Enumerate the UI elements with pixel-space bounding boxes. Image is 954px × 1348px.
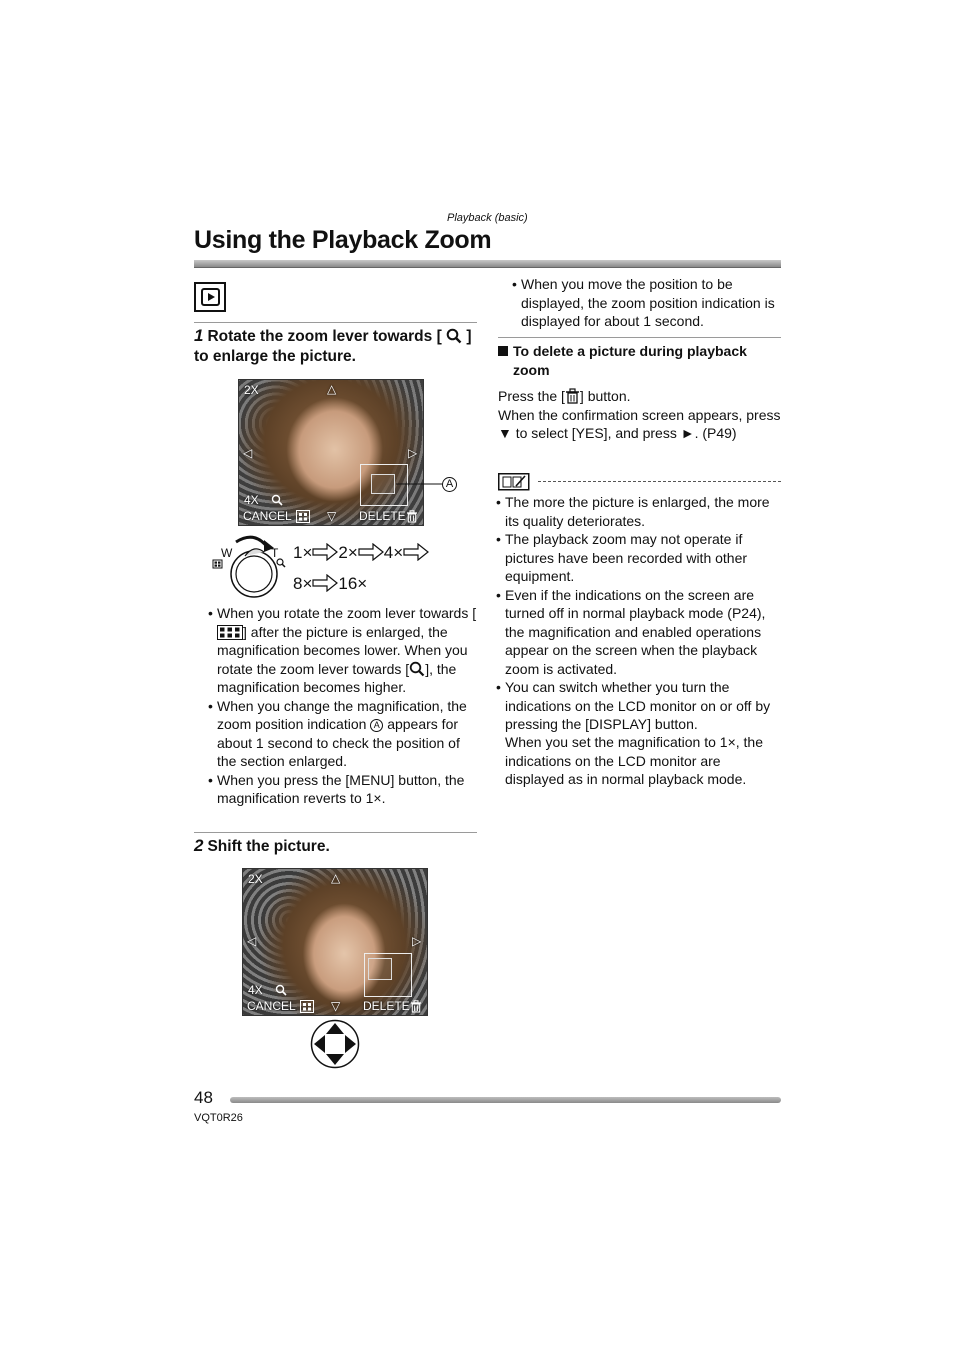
trash-icon [410,1000,422,1013]
list-item: • When you change the magnification, the zoom position indication A appears for about 1 second to check the position of the section enlarged. [208,697,480,771]
list-item: • When you press the [MENU] button, the magnification reverts to 1×. [208,771,480,808]
left-arrow-icon: ◁ [247,934,257,948]
square-bullet-icon [498,342,510,354]
magnify-icon [275,984,287,996]
multi-playback-icon [217,625,243,640]
list-item: • When you rotate the zoom lever towards [] after the picture is enlarged, the magnification becomes lower. When you rotate the zoom lever towards [ ], the magnification becomes higher. [208,604,480,697]
next-zoom-label: 4X [244,493,259,507]
zoom-sequence: 1× 2× 4× 8× 16× [293,538,468,599]
up-arrow-icon: △ [331,871,341,885]
zoom-position-box [364,953,412,997]
zoom-level-label: 2X [248,872,263,886]
down-arrow-icon: ▽ [331,999,341,1013]
cursor-buttons-icon [310,1019,360,1069]
zoom-level-label: 2X [244,383,259,397]
callout-a-marker: A [442,477,457,492]
wide-label: W [221,546,233,560]
trash-icon [565,388,580,404]
step-2-instruction: 2 Shift the picture. [194,836,330,855]
model-code: VQT0R26 [194,1112,243,1124]
section-label: Playback (basic) [447,212,528,224]
step-1-instruction: 1 Rotate the zoom lever towards [ ] to enlarge the picture. [194,326,472,365]
notes-list [496,493,782,734]
multi-playback-icon [296,510,310,523]
callout-line [396,478,444,488]
delete-heading: To delete a picture during playback zoom [513,343,747,378]
list-item: • When you move the position to be displayed, the zoom position indication is displayed for about 1 second. [512,275,782,331]
callout-a-marker: A [370,719,383,732]
list-item: • The playback zoom may not operate if pictures have been recorded with other equipment. [496,530,782,586]
position-note [512,275,782,331]
dashed-divider [538,481,781,482]
up-arrow-icon: △ [327,382,337,396]
arrow-right-icon [403,543,429,561]
multi-playback-icon [300,1000,314,1013]
playback-mode-icon [194,282,226,312]
list-item: • You can switch whether you turn the indications on the LCD monitor on or off by pressing the [DISPLAY] button. [496,678,782,734]
cancel-label: CANCEL [247,999,296,1013]
title-rule [194,260,781,268]
right-arrow-icon: ▷ [412,934,422,948]
list-item: • The more the picture is enlarged, the more its quality deteriorates. [496,493,782,530]
note-continuation: When you set the magnification to 1×, the indications on the LCD monitor are displayed as in normal playback mode. [505,734,763,787]
left-arrow-icon: ◁ [243,446,253,460]
right-arrow-icon: ▷ [408,446,418,460]
magnify-icon [409,661,425,677]
arrow-right-icon [312,574,338,592]
next-zoom-label: 4X [248,983,263,997]
footer-rule [230,1097,781,1103]
trash-icon [406,510,418,523]
delete-label: DELETE [363,999,410,1013]
divider [194,322,477,323]
step-1-notes [208,604,480,808]
down-arrow-icon: ▽ [327,509,337,523]
magnify-icon [271,494,283,506]
tele-label: T [271,546,279,560]
magnify-icon [446,328,462,344]
divider [194,832,477,833]
delete-instructions: Press the [ ] button. When the confirmation screen appears, press ▼ to select [YES], and press ►. (P49) [498,388,781,441]
delete-label: DELETE [359,509,406,523]
lcd-screen-zoom [238,379,424,526]
page-title: Using the Playback Zoom [194,226,492,254]
lcd-screen-shifted [242,868,428,1016]
cancel-label: CANCEL [243,509,292,523]
page-number: 48 [194,1088,213,1107]
divider [498,337,781,338]
arrow-right-icon [358,543,384,561]
note-icon [498,473,530,491]
arrow-right-icon [312,543,338,561]
zoom-lever-illustration [210,532,290,602]
list-item: • Even if the indications on the screen are turned off in normal playback mode (P24), the magnification and enabled operations appear on the screen when the playback zoom is activated. [496,586,782,679]
